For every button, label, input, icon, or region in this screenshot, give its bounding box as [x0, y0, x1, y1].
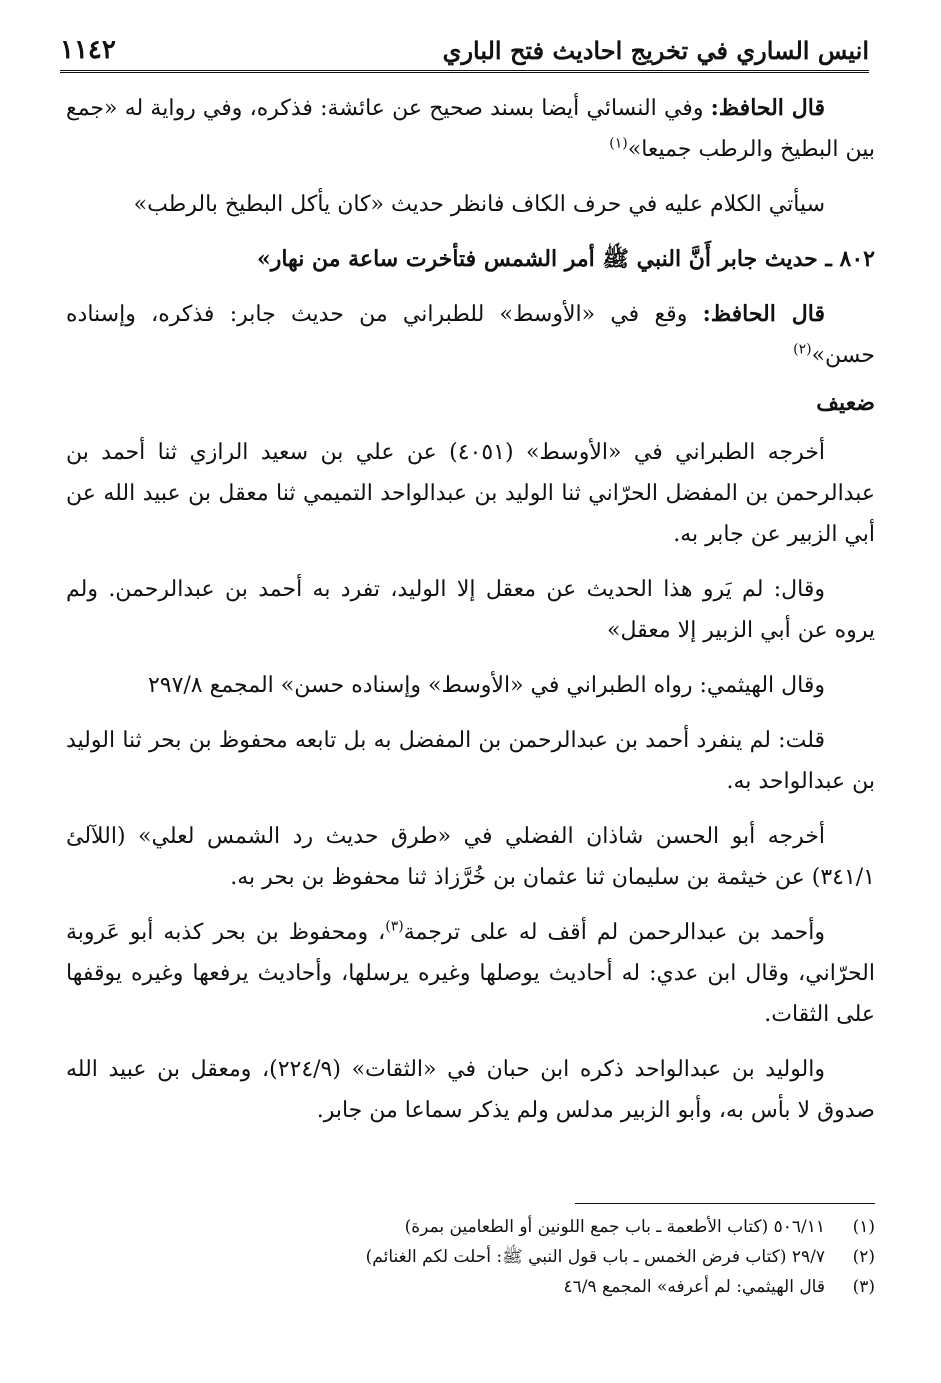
footnote-divider — [575, 1203, 875, 1204]
hadith-heading — [66, 239, 875, 280]
paragraph-text: وأحمد بن عبدالرحمن لم أقف له على ترجمة — [403, 920, 825, 945]
footnote-text: قال الهيثمي: لم أعرفه» المجمع ٤٦/٩ — [563, 1277, 825, 1297]
paragraph — [66, 569, 875, 651]
paragraph-text: أخرجه الطبراني في «الأوسط» (٤٠٥١) عن علي بن سعيد الرازي ثنا أحمد بن عبدالرحمن بن المفضل الحرّاني ثنا الوليد بن عبدالواحد التميمي ثنا معقل بن عبيد الله عن أبي الزبير عن جابر به. — [66, 440, 875, 547]
paragraph-text: وقال: لم يَرو هذا الحديث عن معقل إلا الوليد، تفرد به أحمد بن عبدالرحمن. ولم يروه عن أبي الزبير إلا معقل» — [66, 577, 875, 643]
paragraph — [66, 294, 875, 376]
paragraph-text: وفي النسائي أيضا بسند صحيح عن عائشة: فذكره، وفي رواية له «جمع بين البطيخ والرطب جميعا» — [66, 96, 875, 162]
footnote-ref: (٢) — [793, 341, 812, 358]
footnote — [70, 1272, 875, 1302]
paragraph-text: والوليد بن عبدالواحد ذكره ابن حبان في «الثقات» (٢٢٤/٩)، ومعقل بن عبيد الله صدوق لا بأس به، وأبو الزبير مدلس ولم يذكر سماعا من جابر. — [66, 1057, 875, 1123]
paragraph-text: وقع في «الأوسط» للطبراني من حديث جابر: فذكره، وإسناده حسن» — [66, 302, 875, 368]
paragraph — [66, 912, 875, 1035]
paragraph-text: قلت: لم ينفرد أحمد بن عبدالرحمن بن المفضل به بل تابعه محفوظ بن بحر ثنا الوليد بن عبدالواحد به. — [66, 728, 875, 794]
paragraph — [66, 1049, 875, 1131]
paragraph — [66, 184, 875, 225]
footnote — [70, 1212, 875, 1242]
footnote-number: (٣) — [852, 1277, 875, 1297]
paragraph-text: سيأتي الكلام عليه في حرف الكاف فانظر حديث «كان يأكل البطيخ بالرطب» — [133, 192, 825, 217]
page-header — [60, 30, 869, 73]
paragraph-text: ، ومحفوظ بن بحر كذبه أبو عَروبة الحرّاني، وقال ابن عدي: له أحاديث يوصلها وغيره يرسلها، وأحاديث يرفعها وغيره يوقفها على الثقات. — [66, 920, 875, 1027]
footnotes — [70, 1212, 875, 1302]
page-number: ١١٤٢ — [60, 35, 116, 65]
paragraph — [66, 432, 875, 555]
paragraph-lead: قال الحافظ: — [702, 301, 825, 327]
footnote-text: ٢٩/٧ (كتاب فرض الخمس ـ باب قول النبي ﷺ: أحلت لكم الغنائم) — [365, 1247, 825, 1267]
footnote — [70, 1242, 875, 1272]
paragraph-text: أخرجه أبو الحسن شاذان الفضلي في «طرق حديث رد الشمس لعلي» (اللآلئ ٣٤١/١) عن خيثمة بن سليمان ثنا عثمان بن خُرَّزاذ ثنا محفوظ بن بحر به. — [66, 824, 875, 890]
footnote-ref: (١) — [609, 135, 628, 152]
footnote-number: (١) — [852, 1217, 875, 1237]
grade-heading: ضعيف — [816, 390, 875, 416]
paragraph-text: ٨٠٢ ـ حديث جابر أَنَّ النبي ﷺ أمر الشمس فتأخرت ساعة من نهار» — [256, 246, 875, 272]
paragraph — [66, 720, 875, 802]
footnote-number: (٢) — [852, 1247, 875, 1267]
footnote-text: ٥٠٦/١١ (كتاب الأطعمة ـ باب جمع اللونين أو الطعامين بمرة) — [404, 1217, 825, 1237]
paragraph — [66, 665, 875, 706]
paragraph-lead: قال الحافظ: — [710, 95, 825, 121]
main-text — [66, 88, 875, 1145]
paragraph — [66, 816, 875, 898]
running-title: انيس الساري في تخريج احاديث فتح الباري — [442, 35, 869, 65]
footnote-ref: (٣) — [385, 918, 404, 935]
paragraph-text: وقال الهيثمي: رواه الطبراني في «الأوسط» وإسناده حسن» المجمع ٢٩٧/٨ — [147, 673, 825, 698]
paragraph — [66, 88, 875, 170]
